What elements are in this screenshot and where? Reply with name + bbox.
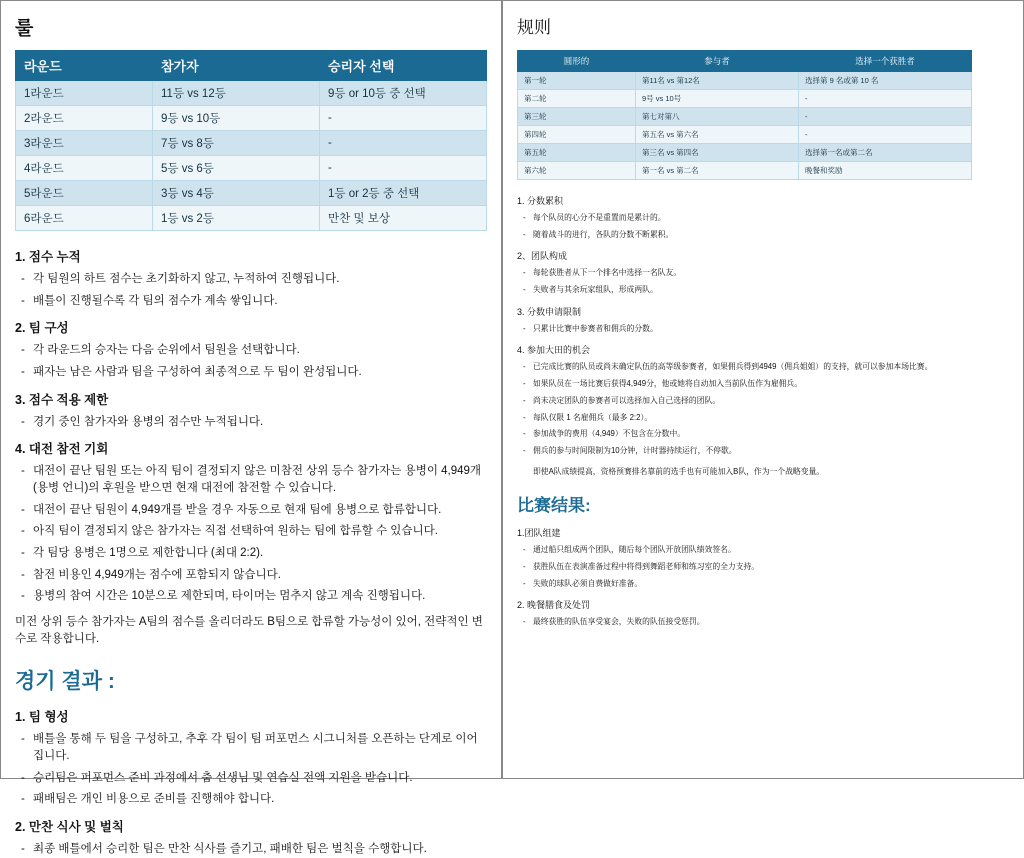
section-item: - 용병의 참여 시간은 10분으로 제한되며, 타이머는 멈추지 않고 계속 진행됩니다. xyxy=(15,588,487,605)
cell-round: 第二轮 xyxy=(518,90,636,108)
section-heading: 1.团队组建 xyxy=(517,528,561,539)
table-row xyxy=(518,90,972,108)
cell-round: 6라운드 xyxy=(16,206,153,231)
section-item: - 通过船只组成两个团队，随后每个团队开放团队绩效签名。 xyxy=(517,544,1009,556)
cell-round: 3라운드 xyxy=(16,131,153,156)
cell-winner: - xyxy=(799,108,972,126)
table-row xyxy=(16,156,487,181)
section-item: - 최종 배틀에서 승리한 팀은 만찬 식사를 즐기고, 패배한 팀은 벌칙을 수행합니다. xyxy=(15,841,487,858)
table-row xyxy=(518,144,972,162)
cell-round: 1라운드 xyxy=(16,81,153,106)
section-item: - 每队仅限 1 名雇佣兵（最多 2:2）。 xyxy=(517,412,1009,424)
result-section-dinner-penalty-cn xyxy=(517,598,1009,628)
section-item: - 각 라운드의 승자는 다음 순위에서 팀원을 선택합니다. xyxy=(15,342,487,359)
result-section-team-formation-cn xyxy=(517,526,1009,589)
result-title-right: 比赛结果: xyxy=(517,496,591,516)
section-battle-entry-cn xyxy=(517,343,1009,456)
section-heading: 1. 점수 누적 xyxy=(15,250,81,264)
cell-participants: 9등 vs 10등 xyxy=(153,106,320,131)
col-winner-choice: 选择一个获胜者 xyxy=(799,51,972,72)
section-item: - 尚未决定团队的参赛者可以选择加入自己选择的团队。 xyxy=(517,395,1009,407)
table-row xyxy=(518,126,972,144)
section-score-accumulation-cn xyxy=(517,194,1009,240)
section-heading: 2. 만찬 식사 및 벌칙 xyxy=(15,820,124,835)
section-heading: 2. 晚餐膳食及处罚 xyxy=(517,600,591,611)
section-item: - 각 팀원의 하트 점수는 초기화하지 않고, 누적하여 진행됩니다. xyxy=(15,271,487,288)
cell-participants: 第七对第八 xyxy=(636,108,799,126)
strategy-note-cn: 即使A队成绩提高，资格预赛排名靠前的选手也有可能加入B队，作为一个战略变量。 xyxy=(533,466,825,476)
section-team-composition-cn xyxy=(517,249,1009,295)
section-item: - 每轮获胜者从下一个排名中选择一名队友。 xyxy=(517,267,1009,279)
table-row xyxy=(518,72,972,90)
section-item: - 佣兵的参与时间限制为10分钟，计时器持续运行，不停歇。 xyxy=(517,445,1009,457)
result-section-team-formation xyxy=(15,707,487,808)
section-item: - 每个队员的心分不是重置而是累计的。 xyxy=(517,212,1009,224)
cell-round: 5라운드 xyxy=(16,181,153,206)
cell-round: 第一轮 xyxy=(518,72,636,90)
col-round: 圆形的 xyxy=(518,51,636,72)
section-heading: 2、团队构成 xyxy=(517,251,568,262)
strategy-note: 미전 상위 등수 참가자는 A팀의 점수를 올리더라도 B팀으로 합류할 가능성이 있어, 전략적인 변수로 작용합니다. xyxy=(15,616,483,645)
section-item: - 아직 팀이 결정되지 않은 참가자는 직접 선택하여 원하는 팀에 합류할 수 있습니다. xyxy=(15,523,487,540)
section-item: - 패자는 남은 사람과 팀을 구성하여 최종적으로 두 팀이 완성됩니다. xyxy=(15,364,487,381)
section-item: - 已完成比赛的队员或尚未确定队伍的高等级参赛者，如果佣兵得到4949（佣兵姐姐）的支持，就可以参加本场比赛。 xyxy=(517,361,1009,373)
page-title-right: 规则 xyxy=(517,18,551,37)
section-heading: 3. 分数申请限制 xyxy=(517,306,582,317)
section-item: - 경기 중인 참가자와 용병의 점수만 누적됩니다. xyxy=(15,414,487,431)
table-header-row xyxy=(518,51,972,72)
section-item: - 대전이 끝난 팀원이 4,949개를 받을 경우 자동으로 현재 팀에 용병으로 합류합니다. xyxy=(15,502,487,519)
table-row xyxy=(16,81,487,106)
section-score-accumulation xyxy=(15,247,487,309)
section-item: - 배틀을 통해 두 팀을 구성하고, 추후 각 팀이 팀 퍼포먼스 시그니처를 오픈하는 단계로 이어집니다. xyxy=(15,731,487,764)
section-item: - 대전이 끝난 팀원 또는 아직 팀이 결정되지 않은 미참전 상위 등수 참가자는 용병이 4,949개 (용병 언니)의 후원을 받으면 현재 대전에 참전할 수 있습니다. xyxy=(15,463,487,496)
right-panel-chinese xyxy=(502,0,1024,779)
cell-winner: 만찬 및 보상 xyxy=(320,206,487,231)
cell-participants: 1등 vs 2등 xyxy=(153,206,320,231)
section-heading: 1. 分数累积 xyxy=(517,196,564,206)
section-item: - 随着战斗的进行，各队的分数不断累积。 xyxy=(517,229,1009,241)
section-item: - 각 팀당 용병은 1명으로 제한합니다 (최대 2:2). xyxy=(15,545,487,562)
col-winner-choice: 승리자 선택 xyxy=(320,51,487,81)
cell-winner: - xyxy=(320,106,487,131)
table-row xyxy=(16,106,487,131)
cell-participants: 3등 vs 4등 xyxy=(153,181,320,206)
cell-participants: 9号 vs 10号 xyxy=(636,90,799,108)
cell-round: 第六轮 xyxy=(518,162,636,180)
cell-participants: 7등 vs 8등 xyxy=(153,131,320,156)
cell-winner: 晚餐和奖励 xyxy=(799,162,972,180)
section-item: - 参加战争的费用（4,949）不包含在分数中。 xyxy=(517,428,1009,440)
result-section-dinner-penalty xyxy=(15,817,487,858)
section-item: - 패배팀은 개인 비용으로 준비를 진행해야 합니다. xyxy=(15,791,487,808)
section-heading: 4. 参加大田的机会 xyxy=(517,345,591,356)
section-team-composition xyxy=(15,318,487,380)
cell-round: 第四轮 xyxy=(518,126,636,144)
table-header-row xyxy=(16,51,487,81)
rounds-table-korean xyxy=(15,50,487,231)
cell-winner: 9등 or 10등 중 선택 xyxy=(320,81,487,106)
section-item: - 获胜队伍在表演准备过程中将得到舞蹈老师和练习室的全力支持。 xyxy=(517,561,1009,573)
section-item: - 승리팀은 퍼포먼스 준비 과정에서 춤 선생님 및 연습실 전액 지원을 받습니다. xyxy=(15,770,487,787)
section-item: - 只累计比赛中参赛者和佣兵的分数。 xyxy=(517,323,1009,335)
col-participants: 参与者 xyxy=(636,51,799,72)
table-row xyxy=(16,131,487,156)
cell-participants: 第11名 vs 第12名 xyxy=(636,72,799,90)
col-participants: 참가자 xyxy=(153,51,320,81)
table-row xyxy=(16,181,487,206)
section-item: - 失败的球队必须自费做好准备。 xyxy=(517,578,1009,590)
col-round: 라운드 xyxy=(16,51,153,81)
left-panel-korean xyxy=(0,0,502,856)
section-battle-entry xyxy=(15,439,487,605)
cell-participants: 11등 vs 12등 xyxy=(153,81,320,106)
cell-winner: 选择第 9 名或第 10 名 xyxy=(799,72,972,90)
page-title-left: 룰 xyxy=(15,18,34,39)
section-item: - 참전 비용인 4,949개는 점수에 포함되지 않습니다. xyxy=(15,567,487,584)
table-row xyxy=(518,108,972,126)
cell-participants: 5등 vs 6등 xyxy=(153,156,320,181)
cell-round: 2라운드 xyxy=(16,106,153,131)
cell-winner: - xyxy=(320,131,487,156)
cell-participants: 第三名 vs 第四名 xyxy=(636,144,799,162)
section-score-limit-cn xyxy=(517,305,1009,335)
cell-winner: 选择第一名或第二名 xyxy=(799,144,972,162)
cell-winner: - xyxy=(799,90,972,108)
table-row xyxy=(518,162,972,180)
section-heading: 2. 팀 구성 xyxy=(15,321,69,336)
section-item: - 배틀이 진행될수록 각 팀의 점수가 계속 쌓입니다. xyxy=(15,293,487,310)
section-item: - 最终获胜的队伍享受宴会，失败的队伍接受惩罚。 xyxy=(517,616,1009,628)
section-heading: 3. 점수 적용 제한 xyxy=(15,392,109,407)
cell-round: 4라운드 xyxy=(16,156,153,181)
cell-winner: - xyxy=(799,126,972,144)
cell-participants: 第一名 vs 第二名 xyxy=(636,162,799,180)
cell-participants: 第五名 vs 第六名 xyxy=(636,126,799,144)
section-score-limit xyxy=(15,390,487,431)
section-item: - 失败者与其余玩家组队，形成两队。 xyxy=(517,284,1009,296)
result-title-left: 경기 결과 : xyxy=(15,670,115,694)
table-row xyxy=(16,206,487,231)
section-heading: 1. 팀 형성 xyxy=(15,710,69,725)
cell-round: 第五轮 xyxy=(518,144,636,162)
cell-winner: 1등 or 2등 중 선택 xyxy=(320,181,487,206)
section-heading: 4. 대전 참전 기회 xyxy=(15,442,109,457)
cell-round: 第三轮 xyxy=(518,108,636,126)
rounds-table-chinese xyxy=(517,50,972,180)
cell-winner: - xyxy=(320,156,487,181)
section-item: - 如果队员在一场比赛后获得4,949分，他或她将自动加入当前队伍作为雇佣兵。 xyxy=(517,378,1009,390)
